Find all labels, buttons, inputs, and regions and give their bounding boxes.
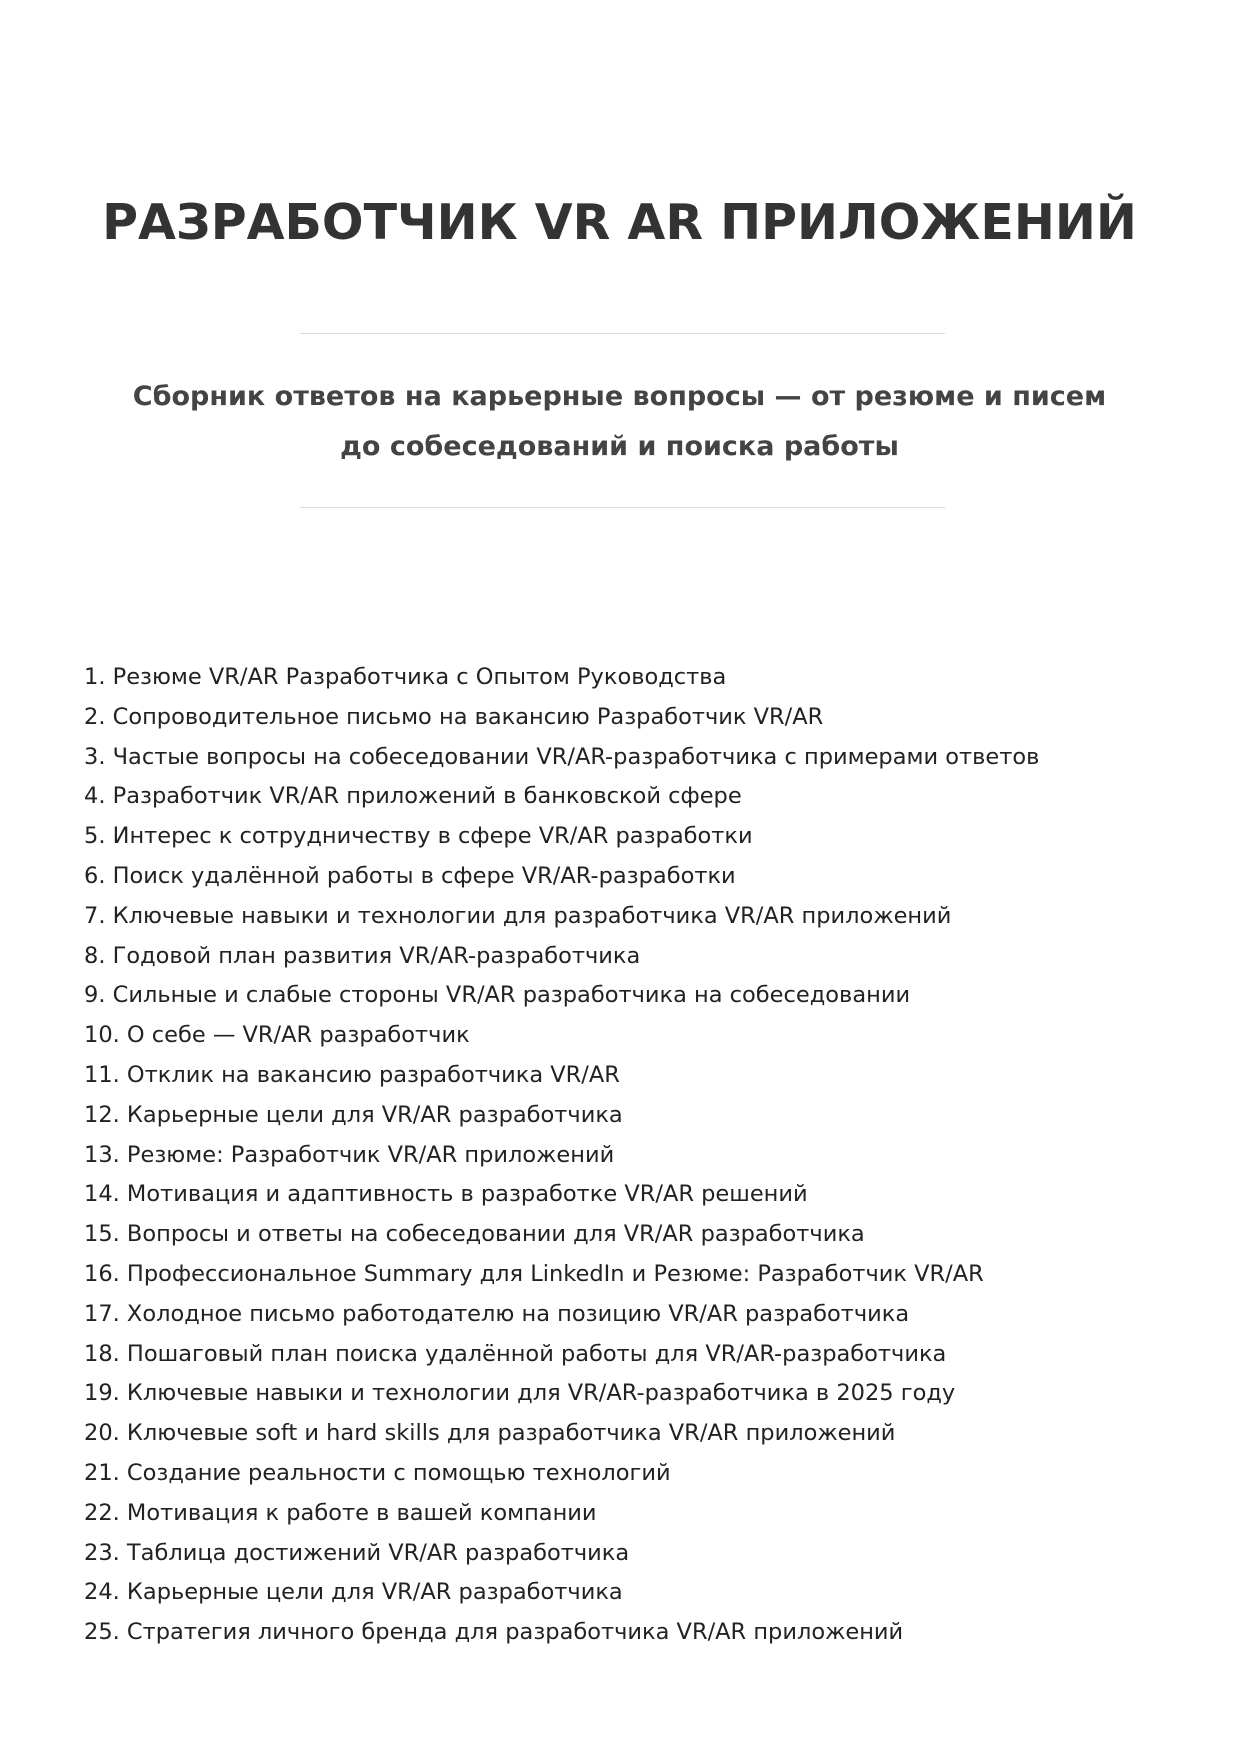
toc-item[interactable]: 5. Интерес к сотрудничеству в сфере VR/AR разработки	[84, 823, 753, 850]
toc-item[interactable]: 8. Годовой план развития VR/AR-разработчика	[84, 942, 641, 969]
toc-item[interactable]: 2. Сопроводительное письмо на вакансию Разработчик VR/AR	[84, 703, 824, 730]
toc-item[interactable]: 24. Карьерные цели для VR/AR разработчика	[84, 1579, 623, 1606]
page-subtitle: Сборник ответов на карьерные вопросы — от резюме и писем до собеседований и поиска работы	[132, 381, 1107, 462]
toc-item[interactable]: 13. Резюме: Разработчик VR/AR приложений	[84, 1141, 615, 1168]
toc-item[interactable]: 21. Создание реальности с помощью технологий	[84, 1459, 671, 1486]
toc-item[interactable]: 1. Резюме VR/AR Разработчика с Опытом Руководства	[84, 664, 727, 690]
table-of-contents	[84, 658, 1184, 1653]
toc-item[interactable]: 11. Отклик на вакансию разработчика VR/AR	[84, 1061, 620, 1088]
divider-top	[300, 333, 945, 334]
toc-item[interactable]: 17. Холодное письмо работодателю на позицию VR/AR разработчика	[84, 1300, 910, 1327]
toc-item[interactable]: 6. Поиск удалённой работы в сфере VR/AR-разработки	[84, 862, 736, 889]
divider-bottom	[300, 507, 945, 508]
toc-item[interactable]: 12. Карьерные цели для VR/AR разработчика	[84, 1101, 623, 1128]
toc-item[interactable]: 3. Частые вопросы на собеседовании VR/AR-разработчика с примерами ответов	[84, 743, 1040, 770]
toc-item[interactable]: 15. Вопросы и ответы на собеседовании для VR/AR разработчика	[84, 1221, 865, 1248]
toc-item[interactable]: 18. Пошаговый план поиска удалённой работы для VR/AR-разработчика	[84, 1340, 947, 1367]
toc-item[interactable]: 16. Профессиональное Summary для LinkedIn и Резюме: Разработчик VR/AR	[84, 1260, 984, 1287]
toc-item[interactable]: 10. О себе — VR/AR разработчик	[84, 1022, 470, 1049]
toc-item[interactable]: 22. Мотивация к работе в вашей компании	[84, 1499, 597, 1526]
toc-item[interactable]: 7. Ключевые навыки и технологии для разработчика VR/AR приложений	[84, 902, 952, 929]
page-title: РАЗРАБОТЧИК VR AR ПРИЛОЖЕНИЙ	[102, 194, 1137, 251]
toc-item[interactable]: 14. Мотивация и адаптивность в разработке VR/AR решений	[84, 1181, 808, 1208]
toc-item[interactable]: 19. Ключевые навыки и технологии для VR/AR-разработчика в 2025 году	[84, 1380, 956, 1407]
toc-item[interactable]: 4. Разработчик VR/AR приложений в банковской сфере	[84, 783, 742, 810]
toc-item[interactable]: 25. Стратегия личного бренда для разработчика VR/AR приложений	[84, 1619, 904, 1646]
toc-item[interactable]: 23. Таблица достижений VR/AR разработчика	[84, 1539, 630, 1566]
toc-item[interactable]: 20. Ключевые soft и hard skills для разработчика VR/AR приложений	[84, 1420, 896, 1447]
toc-item[interactable]: 9. Сильные и слабые стороны VR/AR разработчика на собеседовании	[84, 982, 911, 1009]
